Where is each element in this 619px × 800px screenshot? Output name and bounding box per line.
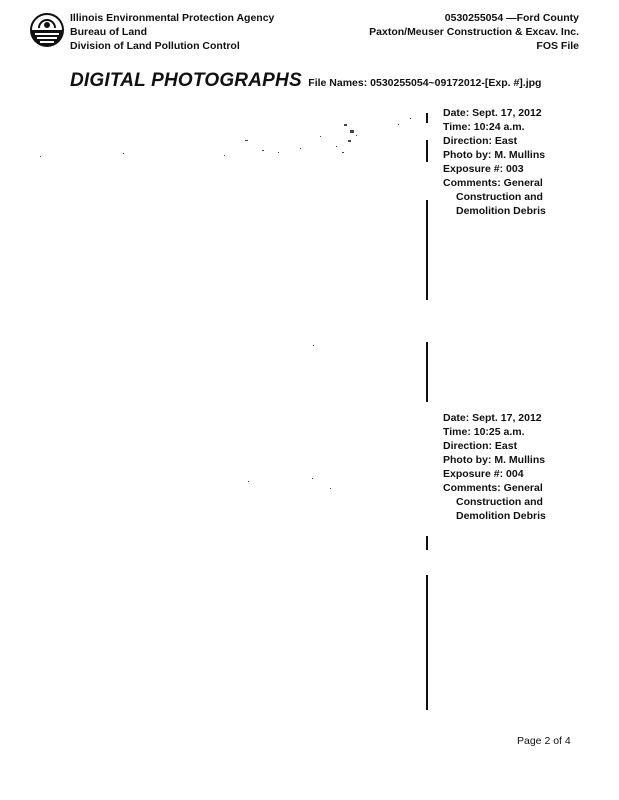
frame-edge (426, 342, 428, 402)
photo-time: Time: 10:25 a.m. (443, 426, 525, 438)
agency-block (70, 11, 274, 53)
photo-comments-line: Construction and (456, 496, 543, 508)
frame-edge (426, 113, 428, 123)
photo-1-details (443, 106, 546, 218)
scan-speck (40, 156, 41, 157)
photo-time: Time: 10:24 a.m. (443, 121, 525, 133)
agency-name: Illinois Environmental Protection Agency (70, 12, 275, 24)
scan-speck (123, 153, 124, 154)
scan-speck (224, 155, 225, 156)
scan-speck (342, 152, 344, 153)
scan-speck (344, 124, 347, 126)
file-names: File Names: 0530255054~09172012-[Exp. #].jpg (308, 77, 542, 89)
scan-speck (410, 118, 411, 119)
photo-comments-label: Comments: General (443, 482, 543, 494)
frame-edge (426, 200, 428, 300)
photo-photographer: Photo by: M. Mullins (443, 454, 546, 466)
photo-comments-line: Demolition Debris (456, 510, 546, 522)
photo-photographer: Photo by: M. Mullins (443, 149, 546, 161)
photo-direction: Direction: East (443, 135, 518, 147)
scan-speck (248, 481, 249, 482)
photo-date: Date: Sept. 17, 2012 (443, 107, 542, 119)
scan-speck (330, 488, 331, 489)
scan-speck (320, 136, 321, 137)
scan-speck (398, 124, 399, 125)
scan-speck (262, 150, 264, 151)
photo-2-details (443, 411, 546, 523)
division-name: Division of Land Pollution Control (70, 40, 240, 52)
photo-comments-line: Demolition Debris (456, 205, 546, 217)
scan-speck (300, 148, 301, 149)
scan-speck (313, 345, 314, 346)
scan-speck (245, 140, 248, 141)
frame-edge (426, 575, 428, 710)
photo-direction: Direction: East (443, 440, 518, 452)
scan-speck (278, 152, 279, 153)
site-id-county: 0530255054 —Ford County (444, 12, 579, 24)
scan-speck (356, 135, 357, 136)
scan-speck (350, 130, 354, 133)
scan-speck (336, 146, 337, 147)
title-row (70, 70, 541, 92)
scan-speck (348, 140, 351, 142)
frame-edge (426, 536, 428, 550)
photo-exposure: Exposure #: 004 (443, 468, 524, 480)
scan-speck (312, 478, 313, 479)
document-title: DIGITAL PHOTOGRAPHS (70, 70, 302, 91)
photo-comments-label: Comments: General (443, 177, 543, 189)
bureau-name: Bureau of Land (70, 26, 148, 38)
site-company: Paxton/Meuser Construction & Excav. Inc. (369, 26, 579, 38)
photo-comments-line: Construction and (456, 191, 543, 203)
photo-exposure: Exposure #: 003 (443, 163, 524, 175)
file-type: FOS File (536, 40, 579, 52)
page-number: Page 2 of 4 (517, 735, 571, 747)
site-block (369, 11, 579, 53)
frame-edge (426, 140, 428, 162)
photo-date: Date: Sept. 17, 2012 (443, 412, 542, 424)
iepa-logo (30, 13, 64, 47)
